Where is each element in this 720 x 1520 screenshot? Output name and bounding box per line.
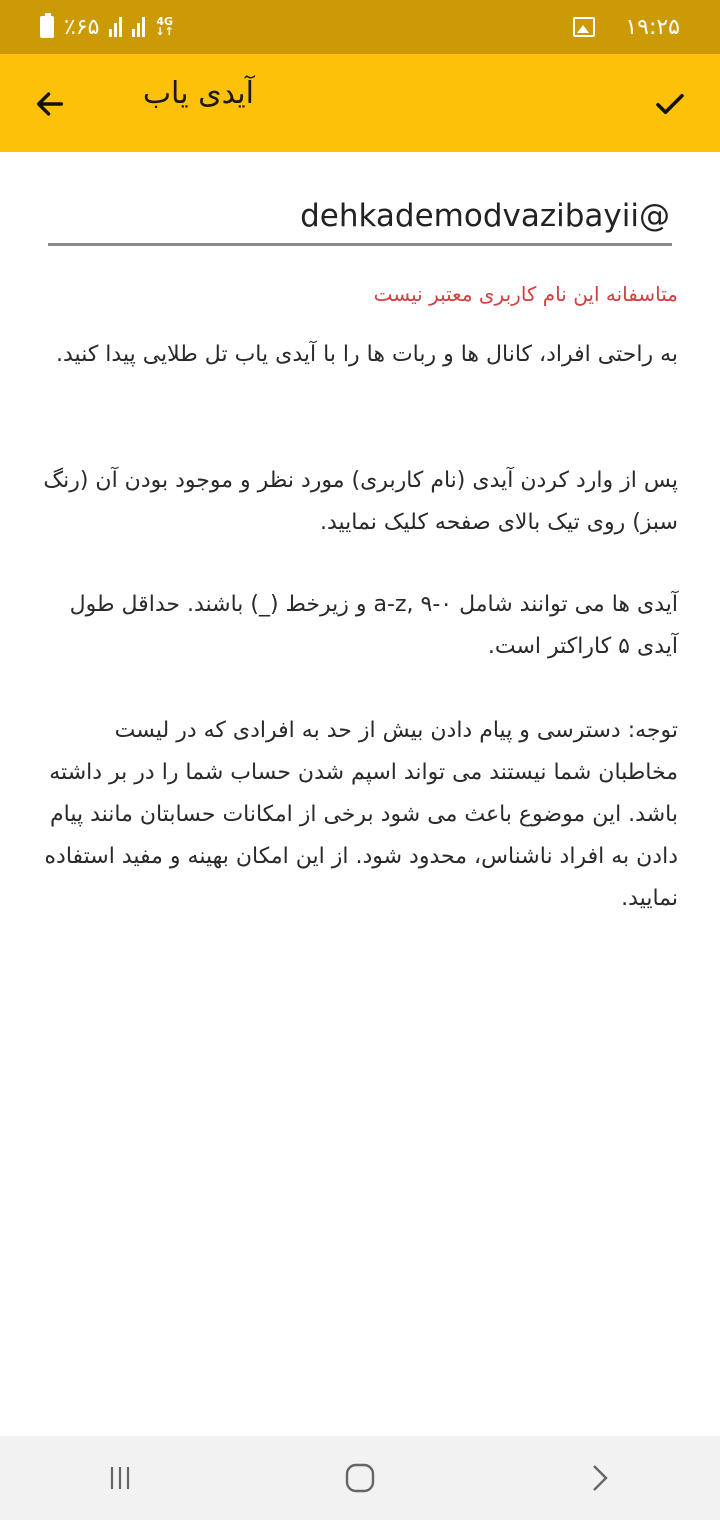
arrow-left-icon xyxy=(33,87,67,121)
error-message: متاسفانه این نام کاربری معتبر نیست xyxy=(373,282,678,306)
chevron-right-icon xyxy=(587,1463,613,1493)
username-field-wrapper xyxy=(48,190,672,246)
recents-icon xyxy=(106,1464,134,1492)
description-paragraph-1: به راحتی افراد، کانال ها و ربات ها را با آیدی یاب تل طلایی پیدا کنید. xyxy=(56,342,678,367)
confirm-button[interactable] xyxy=(644,78,696,130)
network-type-icon: 4G ↓↑ xyxy=(155,15,174,38)
page-title: آیدی یاب xyxy=(142,76,254,111)
back-nav-button[interactable] xyxy=(560,1448,640,1508)
home-button[interactable] xyxy=(320,1448,400,1508)
signal-icon-2 xyxy=(132,17,145,37)
recents-button[interactable] xyxy=(80,1448,160,1508)
status-bar xyxy=(0,0,720,54)
description-paragraph-4: توجه: دسترسی و پیام دادن بیش از حد به افرادی که در لیست مخاطبان شما نیستند می تواند اسپم شدن حساب شما را در بر داشته باشد. این موضوع باعث می شود برخی از امکانات حسابتان مانند پیام دادن به افراد ناشناس، محدود شود. از این امکان بهینه و مفید استفاده نمایید. xyxy=(44,718,678,911)
status-left xyxy=(40,15,174,40)
check-icon xyxy=(652,86,688,122)
app-bar xyxy=(0,54,720,152)
network-type-label: 4G xyxy=(156,15,174,28)
signal-icon xyxy=(109,17,122,37)
battery-icon xyxy=(40,16,54,38)
description-paragraph-3: آیدی ها می توانند شامل ۰-۹ ,a-z و زیرخط (_) باشند. حداقل طول آیدی ۵ کاراکتر است. xyxy=(69,592,678,659)
image-notification-icon xyxy=(573,17,595,37)
battery-percent: ٪۶۵ xyxy=(64,14,100,40)
status-time: ۱۹:۲۵ xyxy=(625,14,680,40)
description-paragraph-2: پس از وارد کردن آیدی (نام کاربری) مورد نظر و موجود بودن آن (رنگ سبز) روی تیک بالای صفحه کلیک نمایید. xyxy=(43,468,678,535)
system-nav-bar xyxy=(0,1436,720,1520)
back-button[interactable] xyxy=(24,78,76,130)
home-icon xyxy=(344,1462,376,1494)
username-input[interactable] xyxy=(48,190,672,242)
status-right xyxy=(573,15,680,40)
